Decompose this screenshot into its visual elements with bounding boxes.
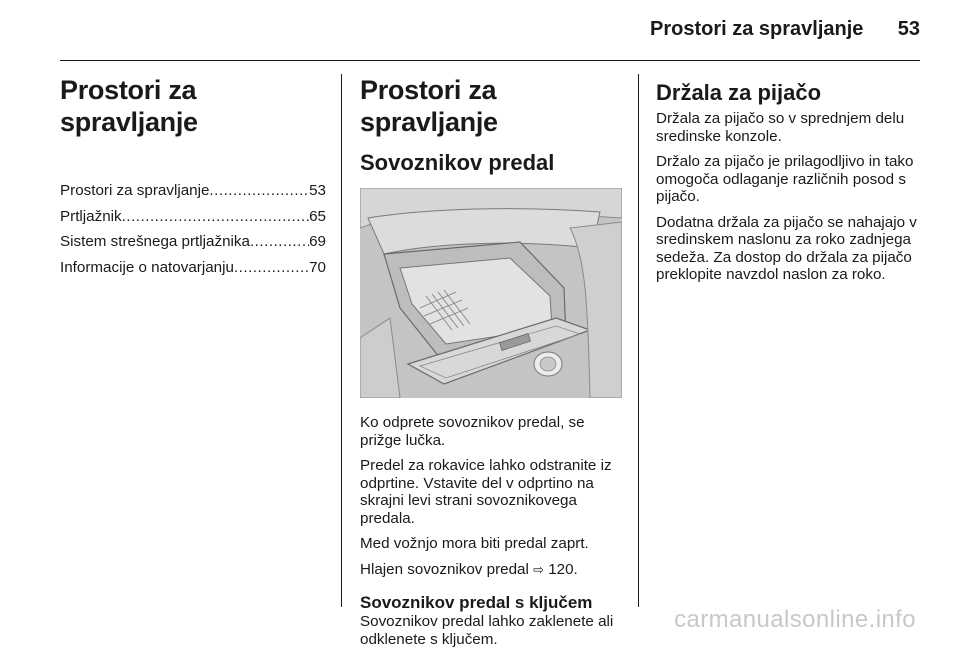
subsection-title: Sovoznikov predal [360,150,555,175]
toc-entry-page: 65 [309,207,326,225]
body-paragraph: Dodatna držala za pijačo se nahajajo v sredinskem naslonu za roko zadnjega sedeža. Za dostop do držala za pijačo preklopite navzdol naslon za roko. [656,213,917,283]
header-rule [60,60,920,61]
toc-entry-label: Prostori za spravljanje [60,182,210,199]
arrow-reference-icon: ⇨ [533,561,544,577]
toc-entry[interactable] [60,208,326,226]
section-title: Držala za pijačo [656,80,822,105]
table-of-contents [60,182,326,276]
body-paragraph: Držala za pijačo so v sprednjem delu sredinske konzole. [656,110,905,145]
toc-entry[interactable] [60,259,326,277]
toc-entry-label: Sistem strešnega prtljažnika [60,233,250,250]
column-divider-2 [638,74,639,607]
toc-entry-label: Prtljažnik [60,207,122,225]
toc-entry-page: 53 [309,182,326,199]
toc-leader-dots [234,259,309,277]
body-paragraph: Sovoznikov predal lahko zaklenete ali odklenete s ključem. [360,613,614,648]
cross-reference[interactable] [360,561,622,579]
toc-entry[interactable] [60,182,326,200]
middle-column [360,74,622,648]
toc-entry-label: Informacije o natovarjanju [60,258,234,276]
section-title: Prostori za spravljanje [360,75,498,137]
body-paragraph: Držalo za pijačo je prilagodljivo in tako omogoča odlaganje različnih posod s pijačo. [656,153,914,205]
column-divider-1 [341,74,342,607]
left-column [60,74,326,284]
page-number: 53 [897,18,920,40]
toc-leader-dots [122,208,309,226]
body-paragraph: Predel za rokavice lahko odstranite iz odprtine. Vstavite del v odprtino na skrajni levi strani sovoznikovega predala. [360,457,612,527]
toc-entry-page: 70 [309,258,326,276]
toc-leader-dots [250,233,309,251]
running-header-title: Prostori za spravljanje [650,18,864,40]
glovebox-drawing [360,188,622,398]
glovebox-illustration [360,188,622,398]
reference-page: 120. [548,560,578,578]
body-paragraph: Med vožnjo mora biti predal zaprt. [360,535,589,552]
toc-entry-page: 69 [309,233,326,250]
watermark: carmanualsonline.info [674,606,916,633]
subsection-title: Sovoznikov predal s ključem [360,593,593,612]
toc-entry[interactable] [60,233,326,251]
body-paragraph: Ko odprete sovoznikov predal, se prižge lučka. [360,414,585,449]
right-column [656,74,922,284]
reference-text: Hlajen sovoznikov predal [360,560,529,578]
toc-leader-dots [209,182,309,200]
chapter-title: Prostori za spravljanje [60,75,198,137]
